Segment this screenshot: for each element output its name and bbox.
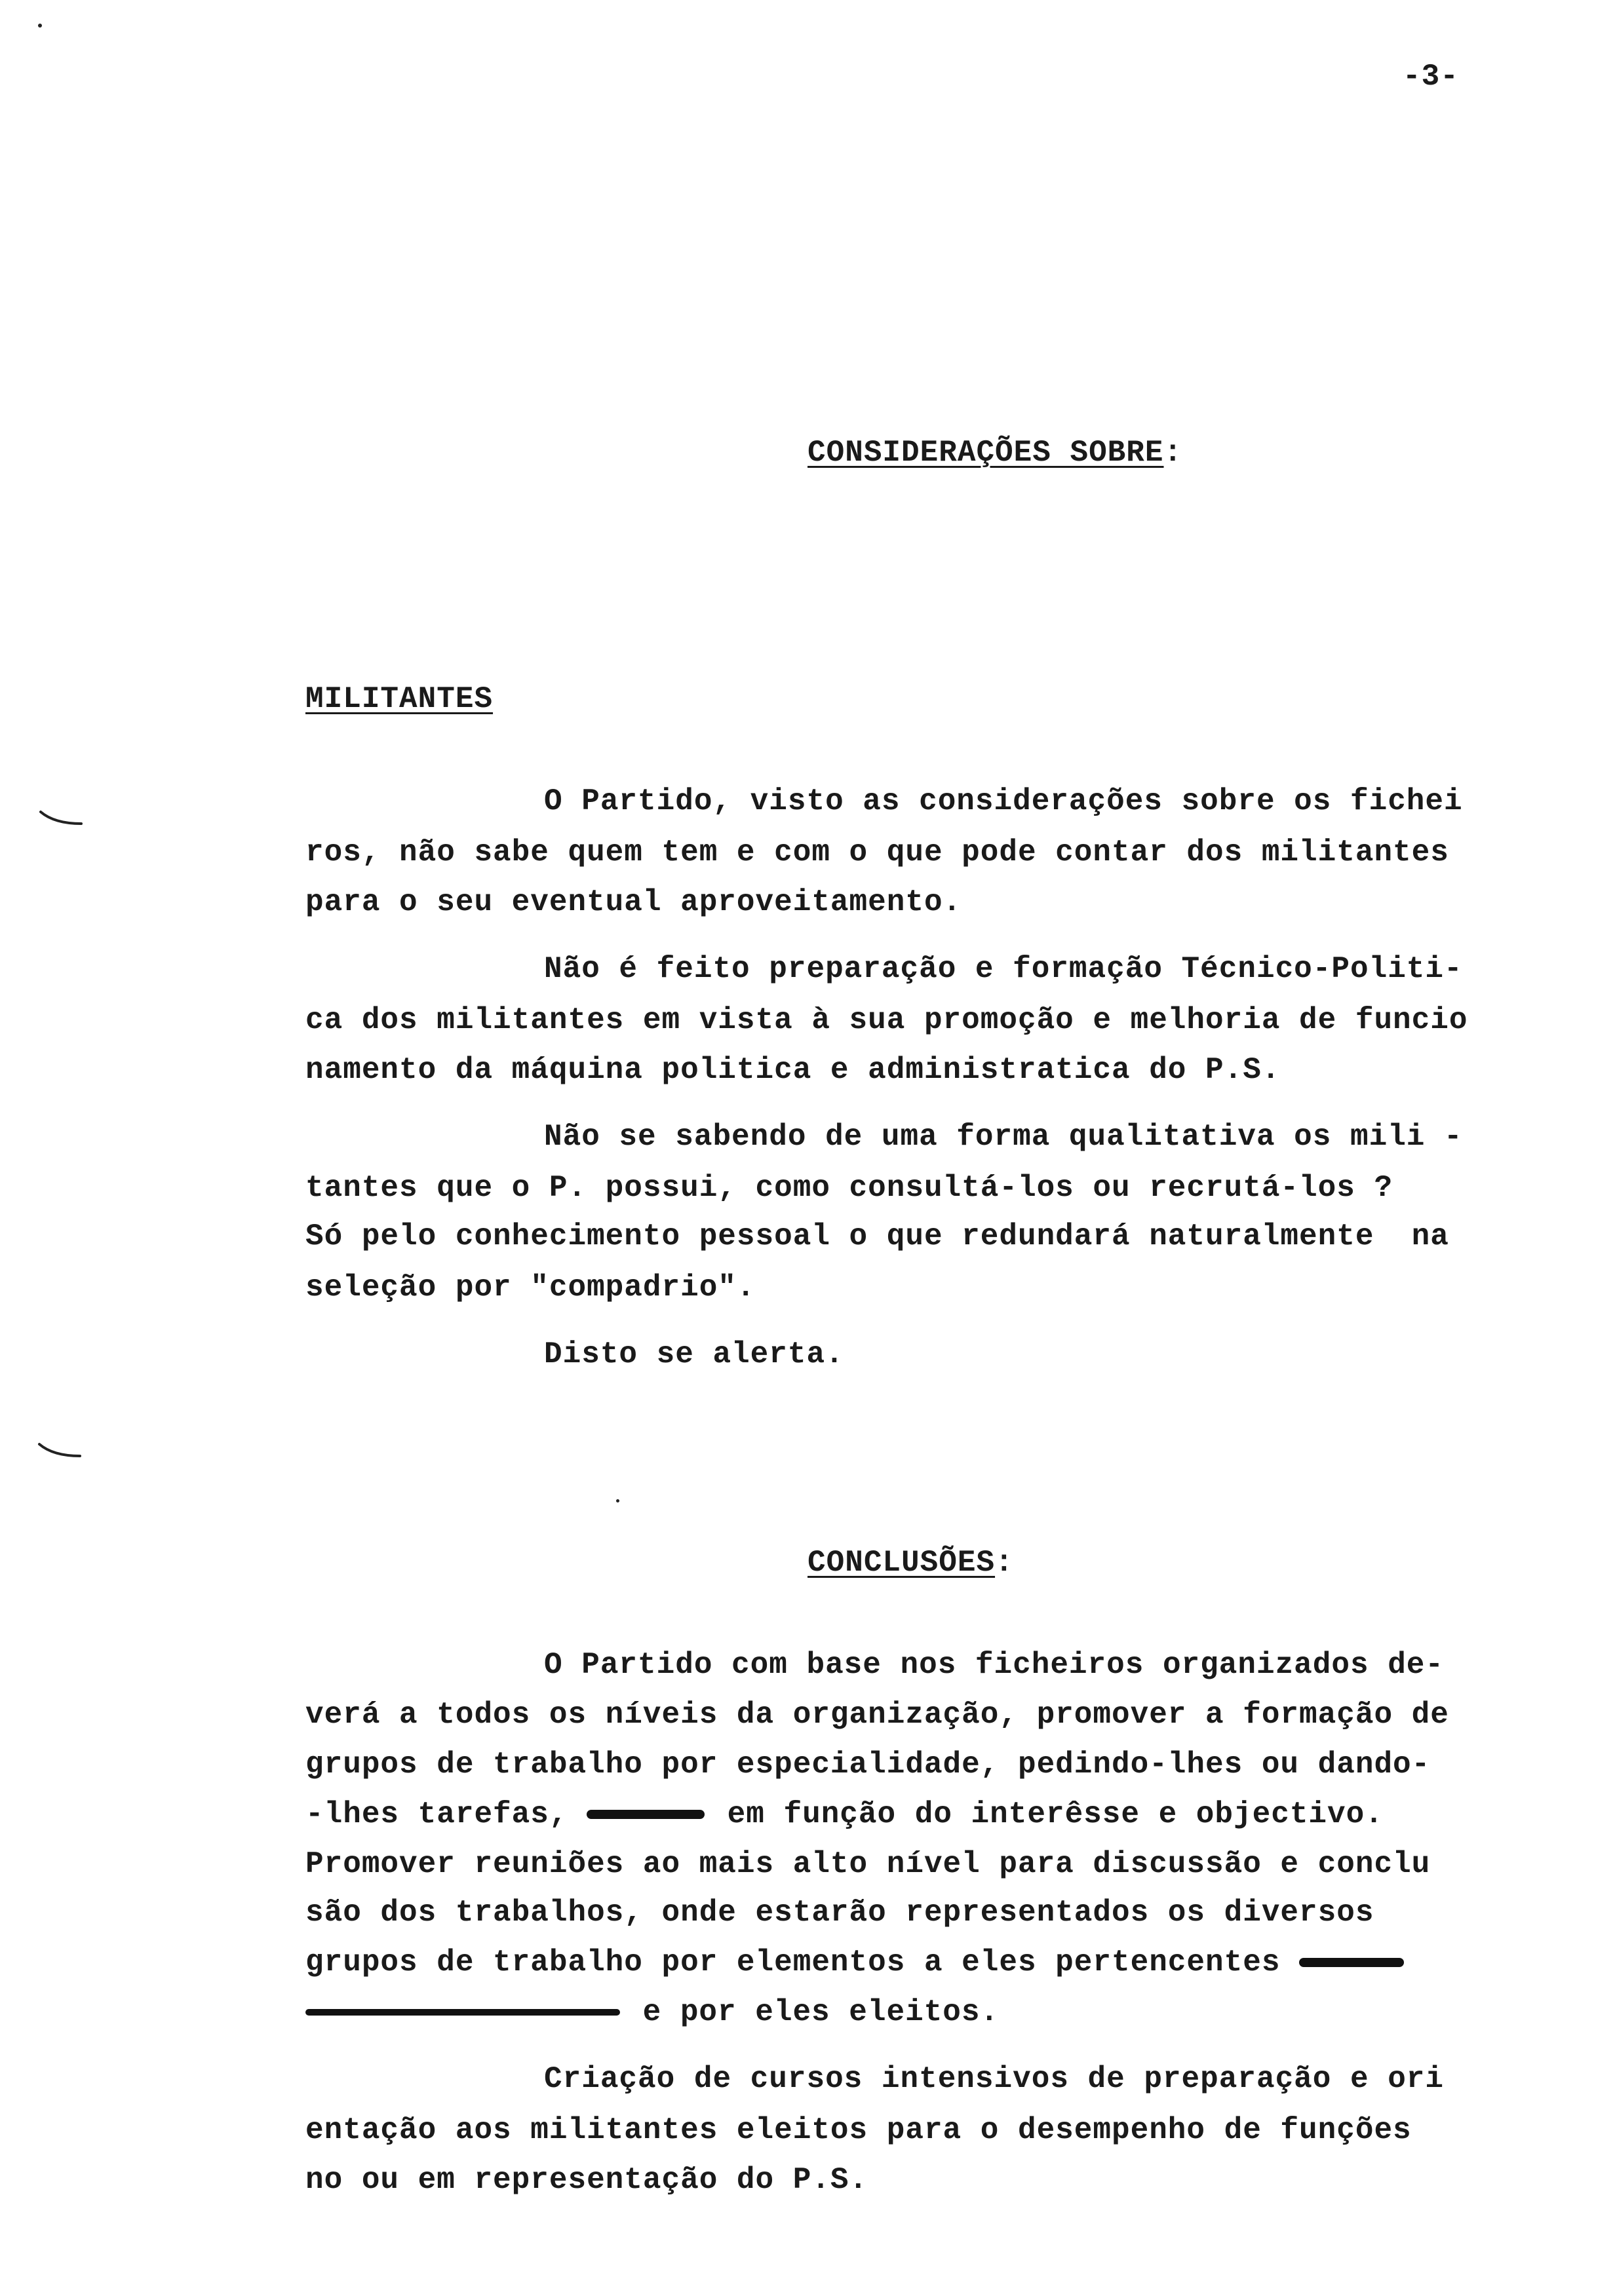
margin-punch-mark <box>38 809 84 829</box>
paragraph-line: verá a todos os níveis da organização, promover a formação de <box>305 1698 1449 1732</box>
paragraph-line: Não é feito preparação e formação Técnico-Politi- <box>544 952 1463 986</box>
crossed-out-word <box>1299 1958 1404 1967</box>
line-text: -lhes tarefas, <box>305 1797 568 1831</box>
paragraph-line: ca dos militantes em vista à sua promoção e melhoria de funcio <box>305 1003 1468 1037</box>
paragraph-line <box>305 1947 1408 1978</box>
crossed-out-word <box>587 1810 705 1819</box>
line-text: em função do interêsse e objectivo. <box>709 1797 1384 1831</box>
line-text: e por eles eleitos. <box>624 1995 1000 2029</box>
paragraph-line: Criação de cursos intensivos de preparação e ori <box>544 2062 1445 2096</box>
paragraph-line <box>305 1997 999 2027</box>
paragraph-line: Disto se alerta. <box>544 1337 844 1371</box>
paragraph-line <box>305 1799 1384 1829</box>
section-title-militantes: MILITANTES <box>305 682 494 716</box>
paragraph-line: no ou em representação do P.S. <box>305 2163 868 2197</box>
paragraph-line: tantes que o P. possui, como consultá-los ou recrutá-los ? <box>305 1171 1393 1205</box>
paragraph-line: seleção por "compadrio". <box>305 1271 756 1305</box>
paragraph-line: para o seu eventual aproveitamento. <box>305 885 962 919</box>
paragraph-line: ros, não sabe quem tem e com o que pode contar dos militantes <box>305 835 1449 870</box>
paragraph-line: entação aos militantes eleitos para o desempenho de funções <box>305 2113 1412 2147</box>
paragraph-line: Não se sabendo de uma forma qualitativa os mili - <box>544 1120 1463 1154</box>
heading-consideracoes-text: CONSIDERAÇÕES SOBRE <box>808 436 1164 470</box>
page-number: -3- <box>1403 60 1459 94</box>
heading-conclusoes-text: CONCLUSÕES <box>808 1546 996 1580</box>
paragraph-line: são dos trabalhos, onde estarão representados os diversos <box>305 1896 1374 1930</box>
paragraph-line: O Partido, visto as considerações sobre os fichei <box>544 784 1463 818</box>
line-text: grupos de trabalho por elementos a eles pertencentes <box>305 1945 1300 1980</box>
paragraph-line: Promover reuniões ao mais alto nível para discussão e conclu <box>305 1847 1431 1881</box>
paragraph-line: namento da máquina politica e administratica do P.S. <box>305 1053 1281 1087</box>
scan-speck <box>616 1499 619 1502</box>
heading-conclusoes-colon: : <box>995 1546 1014 1580</box>
paragraph-line: Só pelo conhecimento pessoal o que redundará naturalmente na <box>305 1219 1449 1253</box>
margin-punch-mark <box>37 1442 83 1461</box>
paragraph-line: grupos de trabalho por especialidade, pedindo-lhes ou dando- <box>305 1748 1431 1782</box>
paragraph-line: O Partido com base nos ficheiros organizados de- <box>544 1648 1445 1682</box>
heading-consideracoes <box>808 438 1182 468</box>
scan-speck <box>38 24 42 28</box>
heading-conclusoes <box>808 1548 1014 1578</box>
crossed-out-word <box>305 2009 620 2016</box>
heading-consideracoes-colon: : <box>1163 436 1183 470</box>
